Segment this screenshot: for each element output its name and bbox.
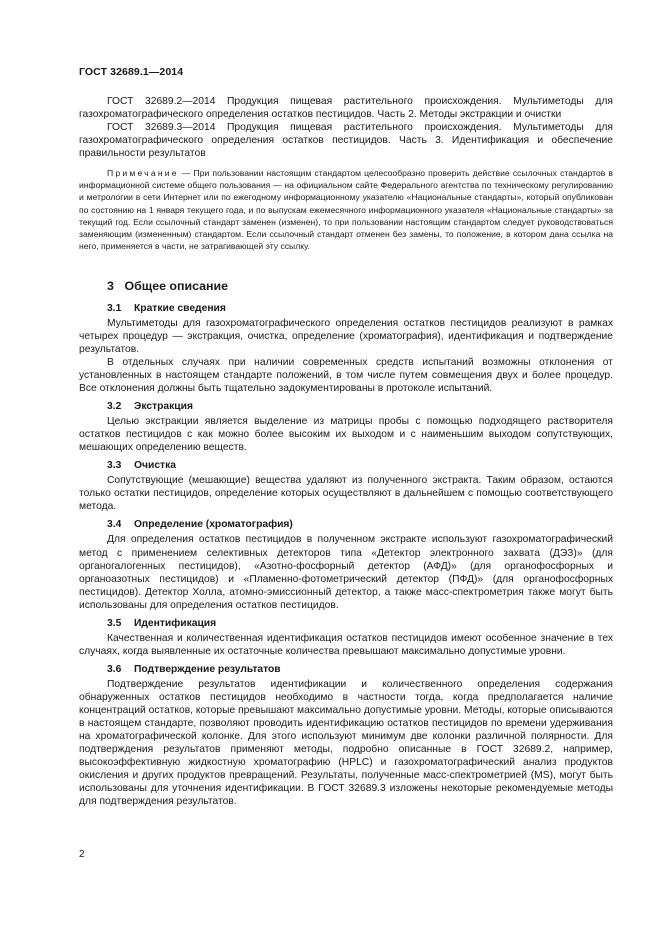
subsection-number: 3.6	[107, 663, 122, 675]
body-paragraph: Целью экстракции является выделение из матрицы пробы с помощью подходящего растворителя остатков пестицидов с как можно более высоким их выходом и с наименьшим выходом сопутствующих, мешающих определению веществ.	[79, 416, 613, 454]
reference-entry: ГОСТ 32689.3—2014 Продукция пищевая растительного происхождения. Мультиметоды для газохроматографического определения остатков пестицидов. Часть 3. Идентификация и обеспечение правильности результатов	[79, 122, 613, 160]
body-paragraph: Мультиметоды для газохроматографического определения остатков пестицидов реализуют в рамках четырех процедур — экстракция, очистка, определение (хроматография), идентификация и подтверждение результатов.	[79, 317, 613, 355]
subsection-heading	[79, 460, 613, 471]
body-paragraph: Для определения остатков пестицидов в полученном экстракте используют газохроматографический метод с применением селективных детекторов типа «Детектор электронного захвата (ДЭЗ)» (для органогалогенных пестицидов), «Азотно-фосфорный детектор (АФД)» (для органофосфорных и органоазотных пестицидов) и «Пламенно-фотометрический детектор (ПФД)» (для органофосфорных пестицидов). Детектор Холла, атомно-эмиссионный детектор, а также масс-спектрометрия также могут быть использованы для определения остатков пестицидов.	[79, 534, 613, 611]
body-paragraph: Подтверждение результатов идентификации и количественного определения содержания обнаруженных остатков пестицидов необходимо в частности тогда, когда предполагается наличие концентраций остатков, которые превышают максимально допустимые уровни. Методы, которые описываются в настоящем стандарте, позволяют проводить идентификацию остатков пестицидов по времени удерживания на хроматографической колонке. Для этого используют минимум две колонки различной полярности. Для подтверждения результатов применяют методы, подробно описанные в ГОСТ 32689.2, например, высокоэффективную жидкостную хроматографию (HPLC) и газохроматографический анализ продуктов окисления и других продуктов превращений. Результаты, полученные масс-спектрометрией (MS), могут быть использованы для уточнения идентификации. В ГОСТ 32689.3 изложены некоторые рекомендуемые методы для подтверждения результатов.	[79, 678, 613, 808]
body-paragraph: Сопутствующие (мешающие) вещества удаляют из полученного экстракта. Таким образом, остаются только остатки пестицидов, определение которых осуществляют в дальнейшем с помощью соответствующего метода.	[79, 475, 613, 513]
section-title: Общее описание	[124, 278, 229, 293]
subsection-number: 3.5	[107, 617, 122, 629]
subsection-number: 3.3	[107, 460, 122, 472]
subsection-heading	[79, 401, 613, 412]
subsection-heading	[79, 519, 613, 530]
subsection-title: Очистка	[134, 460, 176, 472]
subsection-title: Определение (хроматография)	[134, 519, 293, 531]
subsection-heading	[79, 618, 613, 629]
subsection-title: Краткие сведения	[134, 302, 226, 314]
note-text: — При пользовании настоящим стандартом целесообразно проверить действие ссылочных стандартов в информационной системе общего пользования — на официальном сайте Федерального агентства по техническому регулированию и метрологии в сети Интернет или по ежегодному информационному указателю «Национальные стандарты», который опубликован по состоянию на 1 января текущего года, и по выпускам ежемесячного информационного указателя «Национальные стандарты» за текущий год. Если ссылочный стандарт заменен (изменен), то при пользовании настоящим стандартом следует руководствоваться заменяющим (измененным) стандартом. Если ссылочный стандарт отменен без замены, то положение, в котором дана ссылка на него, применяется в части, не затрагивающей эту ссылку.	[79, 168, 613, 251]
section-heading	[79, 279, 613, 293]
subsection-heading	[79, 303, 613, 314]
running-header: ГОСТ 32689.1—2014	[79, 66, 184, 78]
body-paragraph: Качественная и количественная идентификация остатков пестицидов имеют особенное значение в тех случаях, когда выявленные их остаточные количества превышают максимально допустимые уровни.	[79, 632, 613, 657]
subsection-title: Идентификация	[134, 617, 217, 629]
subsection-number: 3.4	[107, 519, 122, 531]
page-content	[79, 95, 613, 808]
subsection-title: Подтверждение результатов	[134, 663, 281, 675]
subsection-title: Экстракция	[134, 401, 193, 413]
subsection-number: 3.1	[107, 302, 122, 314]
body-paragraph: В отдельных случаях при наличии современных средств испытаний возможны отклонения от установленных в настоящем стандарте положений, в том числе путем совмещения двух и более процедур. Все отклонения должны быть тщательно задокументированы в протоколе испытаний.	[79, 357, 613, 395]
reference-entry: ГОСТ 32689.2—2014 Продукция пищевая растительного происхождения. Мультиметоды для газохроматографического определения остатков пестицидов. Часть 2. Методы экстракции и очистки	[79, 96, 613, 121]
subsection-heading	[79, 664, 613, 675]
note-paragraph	[79, 167, 613, 252]
subsection-number: 3.2	[107, 401, 122, 413]
section-number: 3	[107, 278, 114, 293]
page-number: 2	[79, 849, 85, 860]
note-lead: Примечание	[107, 168, 179, 179]
